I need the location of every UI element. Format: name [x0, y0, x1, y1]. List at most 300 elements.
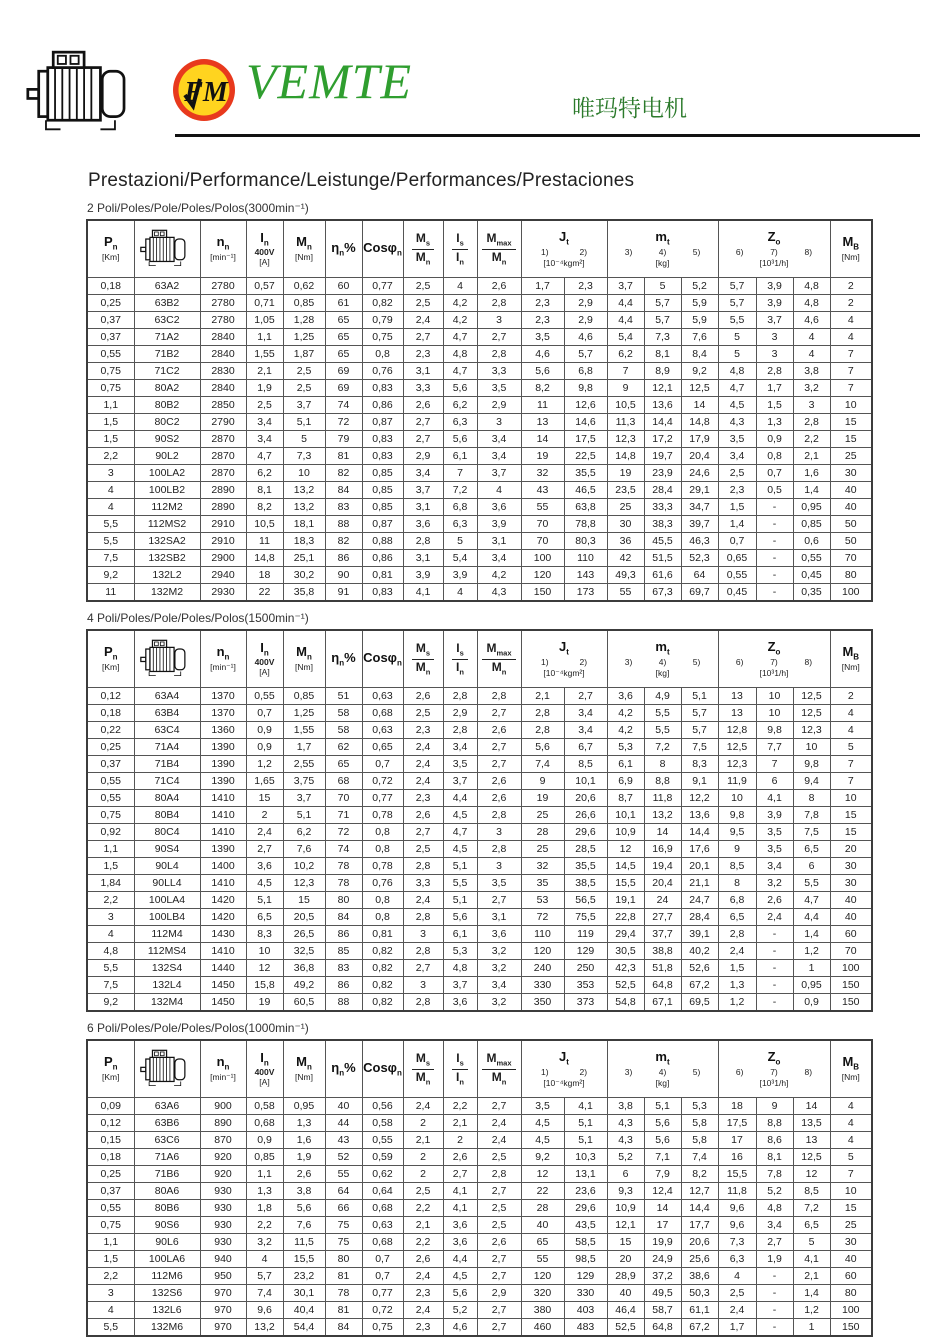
table-row [87, 977, 872, 994]
cell: 70 [521, 516, 564, 533]
cell: 5,8 [681, 1132, 718, 1149]
cell: 2,7 [477, 756, 521, 773]
cell: 20,4 [681, 448, 718, 465]
cell: 70 [521, 533, 564, 550]
cell: 1420 [200, 892, 246, 909]
cell: 4,5 [718, 397, 756, 414]
cell: 40 [830, 499, 872, 516]
cell: 5,7 [644, 312, 681, 329]
cell: 8,3 [246, 926, 283, 943]
cell: 13,6 [681, 807, 718, 824]
cell: 65 [325, 346, 362, 363]
col-header: $\eta_n\%$ [325, 220, 362, 278]
cell: 8,8 [644, 773, 681, 790]
cell: 0,65 [718, 550, 756, 567]
cell: 2780 [200, 312, 246, 329]
cell: 70 [830, 943, 872, 960]
cell: 4,5 [521, 1115, 564, 1132]
cell: 0,45 [793, 567, 830, 584]
cell: 12 [793, 1166, 830, 1183]
cell: 120 [521, 1268, 564, 1285]
cell: 9,2 [681, 363, 718, 380]
cell: 4 [793, 346, 830, 363]
col-header [134, 220, 200, 278]
cell: 78 [325, 875, 362, 892]
cell: 15,8 [246, 977, 283, 994]
cell: 13,2 [644, 807, 681, 824]
col-header: $\frac{M_{max}}{M_n}$ [477, 630, 521, 688]
cell: 28 [521, 1200, 564, 1217]
cell: 0,63 [362, 688, 403, 705]
cell: 4,1 [793, 1251, 830, 1268]
cell: 15 [830, 824, 872, 841]
cell: 10 [283, 465, 325, 482]
cell: 0,75 [362, 1319, 403, 1337]
cell: 100LB2 [134, 482, 200, 499]
motor-icon [140, 639, 194, 679]
cell: 25 [830, 1217, 872, 1234]
cell: 330 [564, 1285, 607, 1302]
table-row [87, 790, 872, 807]
cell: 2850 [200, 397, 246, 414]
cell: 1,2 [246, 756, 283, 773]
table-subtitle-4-poles: 4 Poli/Poles/Pole/Poles/Polos(1500min⁻¹) [87, 611, 309, 625]
table-row [87, 465, 872, 482]
cell: 4,8 [443, 346, 477, 363]
cell: 9,6 [718, 1217, 756, 1234]
cell: 0,95 [793, 499, 830, 516]
cell: 1,6 [283, 1132, 325, 1149]
cell: 60 [325, 278, 362, 295]
cell: 0,72 [362, 773, 403, 790]
cell: 2870 [200, 431, 246, 448]
cell: 132M2 [134, 584, 200, 602]
cell: 10 [246, 943, 283, 960]
cell: 6 [793, 858, 830, 875]
cell: 1,6 [793, 465, 830, 482]
cell: 8,4 [681, 346, 718, 363]
cell: 10 [756, 688, 793, 705]
table-row [87, 1132, 872, 1149]
cell: 8,1 [644, 346, 681, 363]
cell: 150 [521, 584, 564, 602]
cell: 0,92 [87, 824, 134, 841]
cell: - [756, 584, 793, 602]
cell: 14,8 [246, 550, 283, 567]
cell: 66 [325, 1200, 362, 1217]
cell: - [756, 977, 793, 994]
cell: 5,1 [564, 1132, 607, 1149]
cell: 4 [830, 329, 872, 346]
table-row [87, 739, 872, 756]
cell: 1,4 [793, 1285, 830, 1302]
cell: 4 [87, 1302, 134, 1319]
cell: 42,3 [607, 960, 644, 977]
cell: 64,8 [644, 1319, 681, 1337]
cell: 2,9 [477, 397, 521, 414]
cell: 2,1 [246, 363, 283, 380]
cell: 75,5 [564, 909, 607, 926]
cell: 1440 [200, 960, 246, 977]
table-row [87, 312, 872, 329]
cell: 5,5 [87, 1319, 134, 1337]
cell: 0,18 [87, 1149, 134, 1166]
cell: 930 [200, 1234, 246, 1251]
cell: 2,4 [477, 1132, 521, 1149]
table-row [87, 1149, 872, 1166]
cell: 80 [830, 1285, 872, 1302]
cell: 4 [830, 1115, 872, 1132]
col-header: $P_n$ [Km] [87, 1040, 134, 1098]
cell: 69 [325, 363, 362, 380]
cell: 0,75 [87, 363, 134, 380]
table-row [87, 943, 872, 960]
cell: 3,75 [283, 773, 325, 790]
cell: 67,3 [644, 584, 681, 602]
cell: 84 [325, 482, 362, 499]
cell: 0,9 [246, 722, 283, 739]
table-row [87, 380, 872, 397]
cell: 52,5 [607, 977, 644, 994]
cell: 2,8 [403, 994, 443, 1012]
cell: 1,5 [756, 397, 793, 414]
cell: 4 [830, 1098, 872, 1115]
cell: 4,4 [443, 790, 477, 807]
cell: 29,4 [607, 926, 644, 943]
cell: 0,65 [362, 739, 403, 756]
cell: 1,28 [283, 312, 325, 329]
cell: 2,7 [403, 431, 443, 448]
col-header: $\eta_n\%$ [325, 1040, 362, 1098]
cell: 14,8 [681, 414, 718, 431]
cell: 80A4 [134, 790, 200, 807]
cell: 3,4 [477, 977, 521, 994]
cell: 8,3 [681, 756, 718, 773]
cell: 38,8 [644, 943, 681, 960]
cell: 6,9 [607, 773, 644, 790]
cell: 0,55 [718, 567, 756, 584]
cell: 28,5 [564, 841, 607, 858]
cell: 3,9 [443, 567, 477, 584]
cell: 0,85 [362, 465, 403, 482]
cell: 320 [521, 1285, 564, 1302]
cell: 56,5 [564, 892, 607, 909]
cell: 2,2 [246, 1217, 283, 1234]
cell: 63A2 [134, 278, 200, 295]
cell: 0,59 [362, 1149, 403, 1166]
col-header: $M_n$ [Nm] [283, 220, 325, 278]
cell: 0,55 [793, 550, 830, 567]
cell: 4,8 [443, 960, 477, 977]
cell: 1,4 [793, 482, 830, 499]
cell: 81 [325, 1302, 362, 1319]
cell: 3,1 [403, 363, 443, 380]
cell: 3,3 [403, 875, 443, 892]
cell: 2,8 [477, 841, 521, 858]
cell: 1,5 [718, 960, 756, 977]
cell: 1,9 [283, 1149, 325, 1166]
cell: 2830 [200, 363, 246, 380]
cell: 28 [521, 824, 564, 841]
cell: 3,4 [477, 448, 521, 465]
cell: 7 [830, 756, 872, 773]
cell: 2,9 [477, 1285, 521, 1302]
cell: 3,2 [477, 960, 521, 977]
cell: 12,3 [793, 722, 830, 739]
cell: 2,6 [477, 790, 521, 807]
cell: 0,87 [362, 516, 403, 533]
cell: 75 [325, 1217, 362, 1234]
cell: 39,1 [681, 926, 718, 943]
cell: 120 [521, 943, 564, 960]
col-header: $J_t$ 1) 2) [10⁻⁴kgm²] [521, 220, 607, 278]
cell: 1,4 [793, 926, 830, 943]
cell: 1,87 [283, 346, 325, 363]
col-header: $\frac{I_s}{I_n}$ [443, 1040, 477, 1098]
cell: 0,72 [362, 1302, 403, 1319]
cell: 9,2 [521, 1149, 564, 1166]
cell: 4,2 [607, 705, 644, 722]
cell: 8 [718, 875, 756, 892]
cell: 0,9 [246, 739, 283, 756]
cell: 3,8 [607, 1098, 644, 1115]
cell: 25 [521, 841, 564, 858]
cell: 2780 [200, 278, 246, 295]
cell: 3 [403, 977, 443, 994]
cell: 1360 [200, 722, 246, 739]
cell: 6,5 [246, 909, 283, 926]
cell: 0,18 [87, 278, 134, 295]
cell: 3 [477, 824, 521, 841]
cell: 4,5 [246, 875, 283, 892]
cell: 132M4 [134, 994, 200, 1012]
cell: 16,9 [644, 841, 681, 858]
cell: 0,8 [362, 824, 403, 841]
cell: 129 [564, 943, 607, 960]
cell: 2 [403, 1166, 443, 1183]
cell: 10 [830, 790, 872, 807]
cell: 15 [830, 414, 872, 431]
cell: 51,8 [644, 960, 681, 977]
cell: 2870 [200, 465, 246, 482]
col-header: $M_B$ [Nm] [830, 630, 872, 688]
cell: 38,6 [681, 1268, 718, 1285]
table-row [87, 363, 872, 380]
cell: - [756, 926, 793, 943]
cell: 950 [200, 1268, 246, 1285]
cell: 13 [718, 688, 756, 705]
cell: 6,2 [246, 465, 283, 482]
cell: 2,3 [521, 312, 564, 329]
cell: 5,2 [607, 1149, 644, 1166]
cell: 0,7 [246, 705, 283, 722]
cell: 0,7 [362, 756, 403, 773]
cell: 0,56 [362, 1098, 403, 1115]
cell: 920 [200, 1166, 246, 1183]
cell: 173 [564, 584, 607, 602]
cell: 2,5 [718, 1285, 756, 1302]
cell: 7,5 [87, 977, 134, 994]
cell: 1,2 [718, 994, 756, 1012]
cell: 110 [521, 926, 564, 943]
cell: 5,7 [246, 1268, 283, 1285]
cell: 0,58 [246, 1098, 283, 1115]
cell: 920 [200, 1149, 246, 1166]
cell: 2,7 [477, 705, 521, 722]
cell: 20,5 [283, 909, 325, 926]
cell: 80 [325, 892, 362, 909]
cell: 2,1 [403, 1132, 443, 1149]
cell: 4,1 [756, 790, 793, 807]
cell: 14 [644, 824, 681, 841]
cell: 58 [325, 722, 362, 739]
cell: - [756, 499, 793, 516]
cell: 3 [477, 858, 521, 875]
cell: 2,3 [403, 1285, 443, 1302]
cell: 890 [200, 1115, 246, 1132]
cell: 80A6 [134, 1183, 200, 1200]
cell: 55 [607, 584, 644, 602]
cell: 129 [564, 1268, 607, 1285]
cell: 16 [718, 1149, 756, 1166]
cell: 30 [830, 858, 872, 875]
brand-name-chinese: 唯玛特电机 [572, 96, 687, 121]
cell: 2,8 [477, 295, 521, 312]
table-row [87, 584, 872, 602]
cell: 18,1 [283, 516, 325, 533]
cell: 10,1 [607, 807, 644, 824]
cell: 80B4 [134, 807, 200, 824]
cell: 21,1 [681, 875, 718, 892]
cell: 6,2 [283, 824, 325, 841]
cell: 2,5 [403, 295, 443, 312]
cell: 2,2 [87, 892, 134, 909]
cell: 4 [793, 329, 830, 346]
cell: 13 [793, 1132, 830, 1149]
cell: 0,9 [793, 994, 830, 1012]
col-header: Cosφ$_n$ [362, 1040, 403, 1098]
cell: 84 [325, 909, 362, 926]
cell: 0,45 [718, 584, 756, 602]
cell: 9,8 [793, 756, 830, 773]
cell: 14,5 [607, 858, 644, 875]
cell: 40 [521, 1217, 564, 1234]
cell: 7 [830, 363, 872, 380]
cell: 3,7 [443, 773, 477, 790]
cell: 9 [607, 380, 644, 397]
cell: 3 [87, 1285, 134, 1302]
cell: 112MS4 [134, 943, 200, 960]
cell: 9,3 [607, 1183, 644, 1200]
cell: 46,5 [564, 482, 607, 499]
cell: 17,5 [564, 431, 607, 448]
cell: 9,8 [756, 722, 793, 739]
cell: 10,9 [607, 1200, 644, 1217]
cell: 132L6 [134, 1302, 200, 1319]
cell: 0,68 [362, 1200, 403, 1217]
cell: 2870 [200, 448, 246, 465]
cell: 3,8 [283, 1183, 325, 1200]
cell: 6,3 [718, 1251, 756, 1268]
cell: 7,8 [756, 1166, 793, 1183]
cell: 0,7 [756, 465, 793, 482]
cell: 3,8 [793, 363, 830, 380]
cell: 74 [325, 397, 362, 414]
col-header: $P_n$ [Km] [87, 630, 134, 688]
cell: 4,9 [644, 688, 681, 705]
cell: 80,3 [564, 533, 607, 550]
cell: 2,6 [403, 397, 443, 414]
cell: 22,5 [564, 448, 607, 465]
cell: 1,9 [246, 380, 283, 397]
cell: 72 [325, 414, 362, 431]
table-row [87, 994, 872, 1012]
col-header [134, 630, 200, 688]
cell: 870 [200, 1132, 246, 1149]
cell: 0,95 [793, 977, 830, 994]
cell: 40 [830, 482, 872, 499]
cell: 1 [793, 960, 830, 977]
cell: 2,7 [477, 1302, 521, 1319]
cell: 2,7 [477, 1268, 521, 1285]
cell: 72 [521, 909, 564, 926]
cell: 4 [443, 278, 477, 295]
cell: 7,2 [793, 1200, 830, 1217]
cell: 11 [521, 397, 564, 414]
cell: 71A4 [134, 739, 200, 756]
cell: 5,6 [443, 431, 477, 448]
motor-icon [140, 229, 194, 269]
cell: 5,3 [443, 943, 477, 960]
cell: 4,5 [443, 1268, 477, 1285]
cell: 970 [200, 1285, 246, 1302]
cell: 8,2 [521, 380, 564, 397]
cell: 5,7 [718, 278, 756, 295]
cell: 25 [830, 448, 872, 465]
cell: 143 [564, 567, 607, 584]
cell: 90LL4 [134, 875, 200, 892]
cell: 403 [564, 1302, 607, 1319]
cell: 112M2 [134, 499, 200, 516]
cell: 27,7 [644, 909, 681, 926]
col-header: $Z_o$ 6) 7) 8) [10³1/h] [718, 220, 830, 278]
cell: 9,8 [564, 380, 607, 397]
cell: 5,1 [246, 892, 283, 909]
cell: 4,4 [443, 1251, 477, 1268]
cell: 15 [830, 807, 872, 824]
col-header: $\frac{M_{max}}{M_n}$ [477, 1040, 521, 1098]
cell: 2,8 [521, 705, 564, 722]
cell: 6,2 [443, 397, 477, 414]
cell: 13,6 [644, 397, 681, 414]
cell: - [756, 567, 793, 584]
cell: 4,5 [521, 1132, 564, 1149]
table-row [87, 1200, 872, 1217]
cell: - [756, 943, 793, 960]
cell: 4,4 [793, 909, 830, 926]
col-header: $n_n$ [min⁻¹] [200, 630, 246, 688]
cell: 1370 [200, 688, 246, 705]
table-row [87, 722, 872, 739]
cell: 40 [830, 892, 872, 909]
cell: 3,2 [477, 943, 521, 960]
cell: 86 [325, 550, 362, 567]
cell: 7,4 [521, 756, 564, 773]
header-row [87, 1040, 872, 1098]
cell: 1,3 [756, 414, 793, 431]
cell: 85 [325, 943, 362, 960]
table-row [87, 807, 872, 824]
